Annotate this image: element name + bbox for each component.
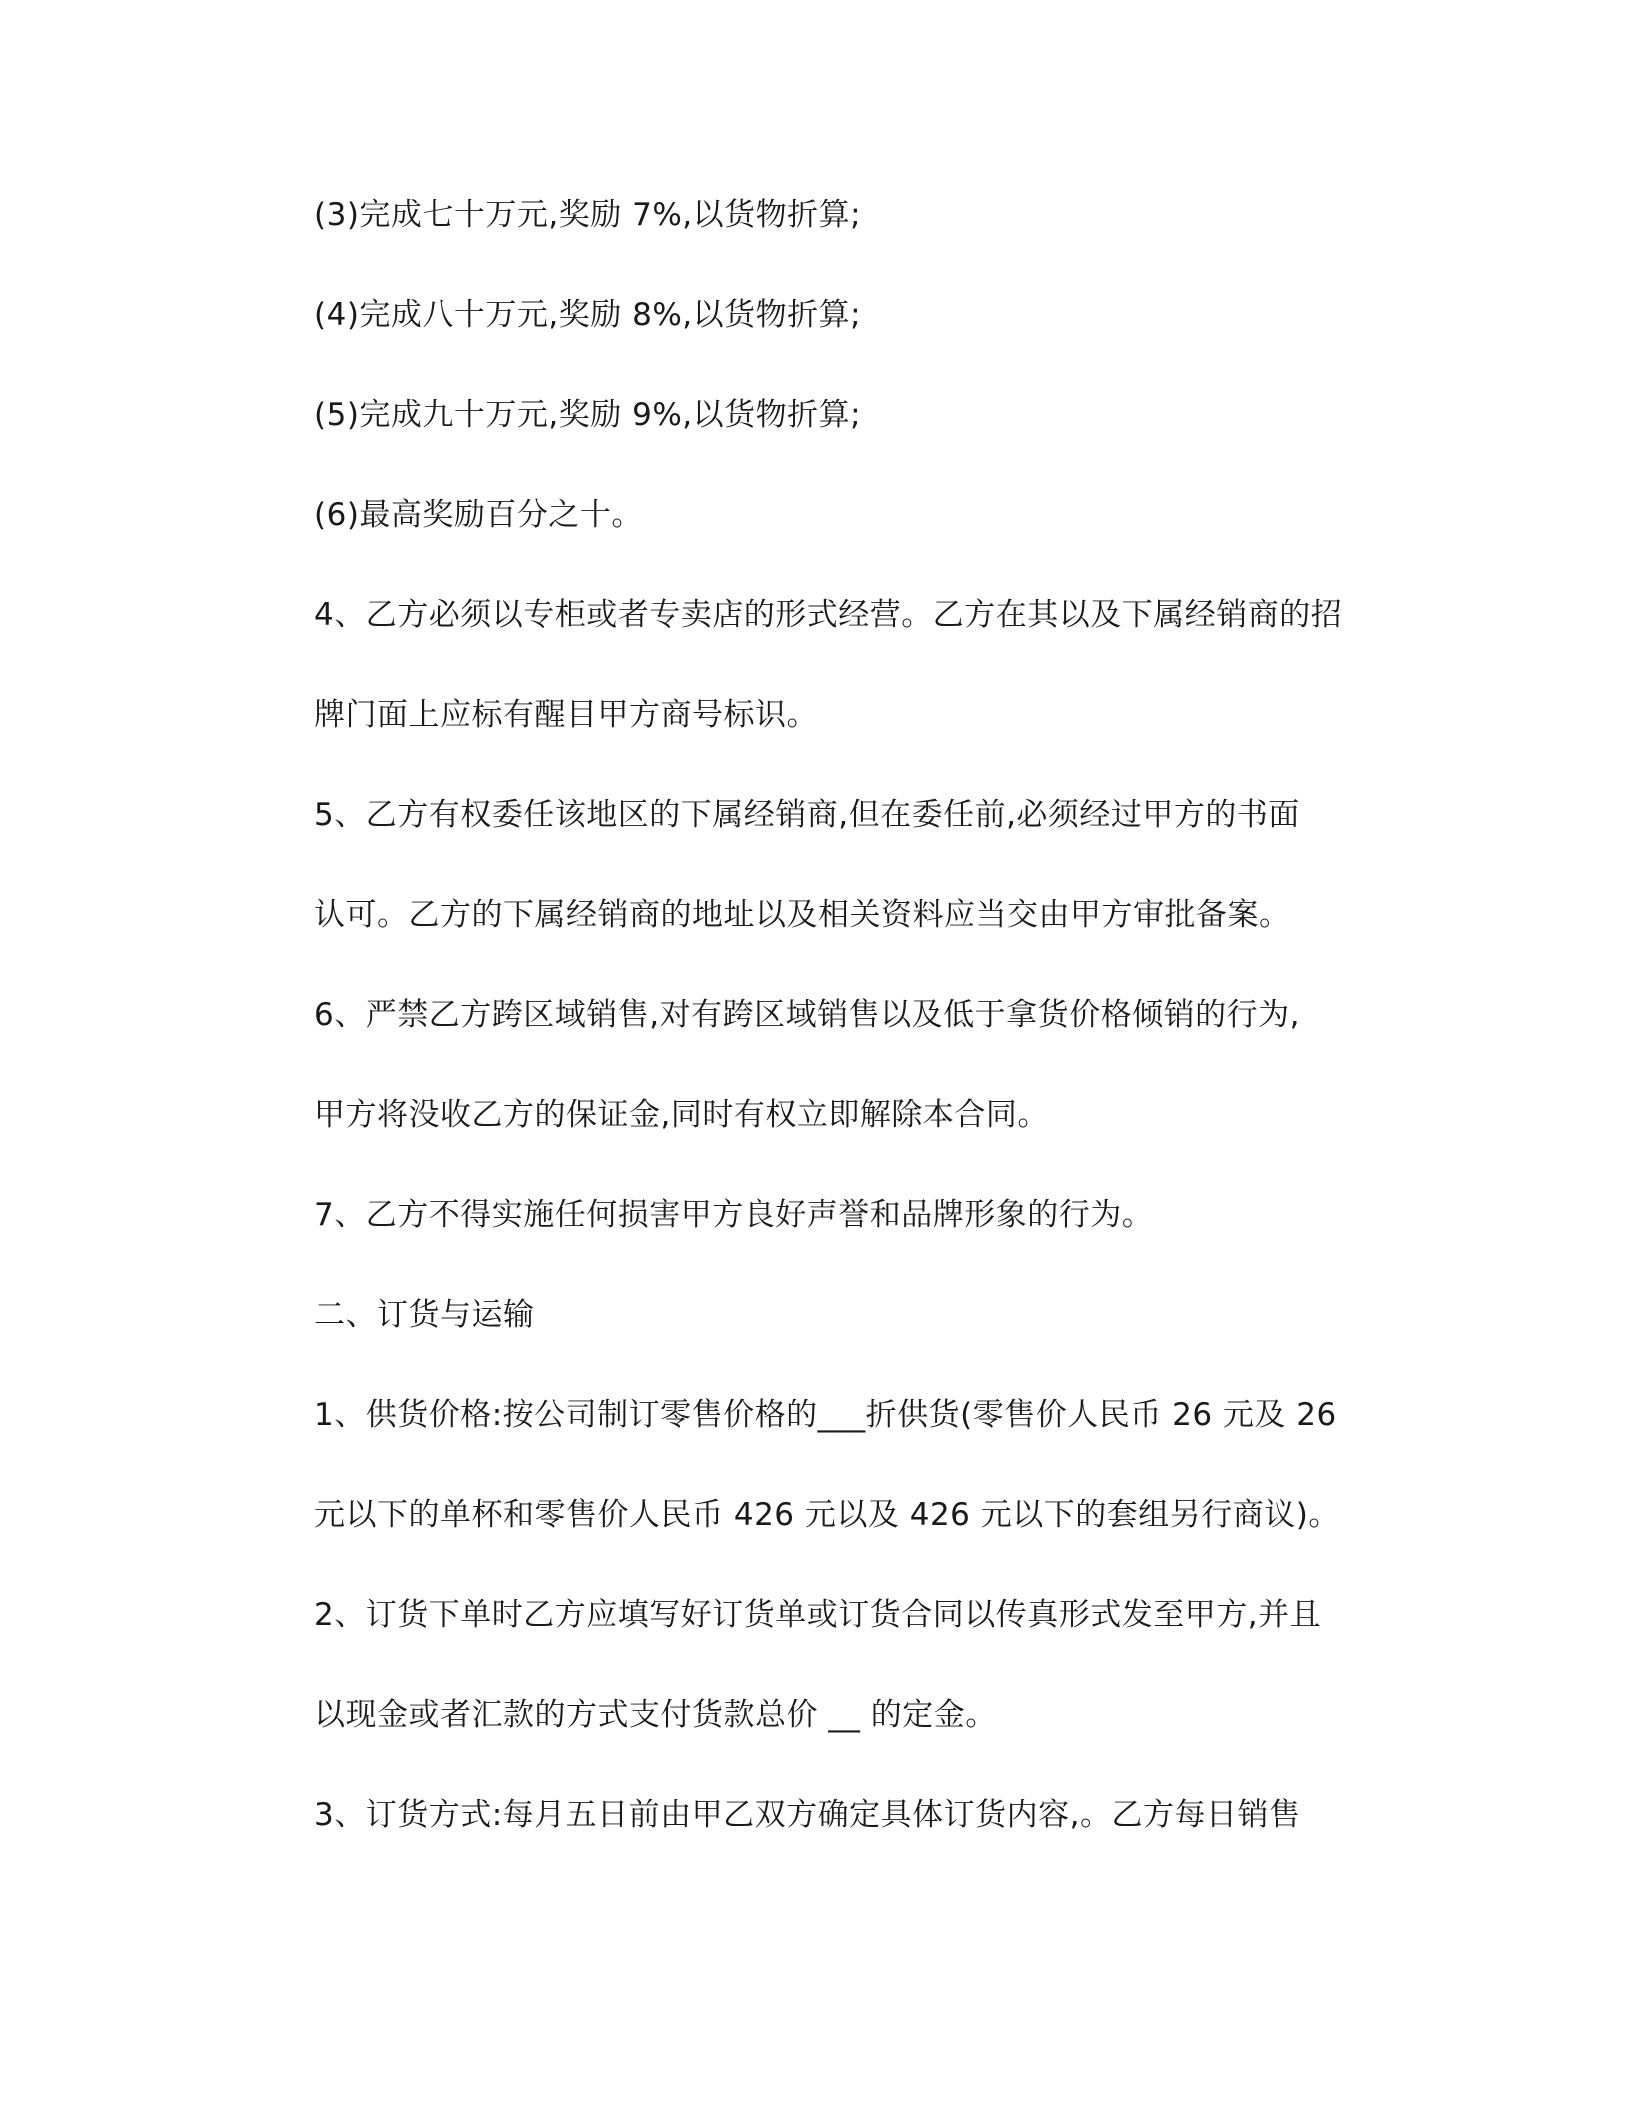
text-line: 牌门面上应标有醒目甲方商号标识。: [314, 697, 818, 733]
text-line: 5、乙方有权委任该地区的下属经销商,但在委任前,必须经过甲方的书面: [314, 797, 1300, 833]
text-line: 1、供货价格:按公司制订零售价格的___折供货(零售价人民币 26 元及 26: [314, 1397, 1337, 1433]
text-line: 认可。乙方的下属经销商的地址以及相关资料应当交由甲方审批备案。: [314, 897, 1291, 933]
text-line: 3、订货方式:每月五日前由甲乙双方确定具体订货内容,。乙方每日销售: [314, 1797, 1301, 1833]
text-line: (6)最高奖励百分之十。: [314, 497, 643, 533]
text-line: 以现金或者汇款的方式支付货款总价 __ 的定金。: [314, 1697, 997, 1733]
text-line: (5)完成九十万元,奖励 9%,以货物折算;: [314, 397, 862, 433]
text-line: 6、严禁乙方跨区域销售,对有跨区域销售以及低于拿货价格倾销的行为,: [314, 997, 1300, 1033]
text-line: 元以下的单杯和零售价人民币 426 元以及 426 元以下的套组另行商议)。: [314, 1497, 1340, 1533]
text-line: 7、乙方不得实施任何损害甲方良好声誉和品牌形象的行为。: [314, 1197, 1154, 1233]
text-line: 4、乙方必须以专柜或者专卖店的形式经营。乙方在其以及下属经销商的招: [314, 597, 1343, 633]
section-heading: 二、订货与运输: [314, 1297, 535, 1333]
text-line: (4)完成八十万元,奖励 8%,以货物折算;: [314, 297, 862, 333]
text-line: 2、订货下单时乙方应填写好订货单或订货合同以传真形式发至甲方,并且: [314, 1597, 1322, 1633]
text-line: (3)完成七十万元,奖励 7%,以货物折算;: [314, 197, 862, 233]
text-line: 甲方将没收乙方的保证金,同时有权立即解除本合同。: [314, 1097, 1049, 1133]
